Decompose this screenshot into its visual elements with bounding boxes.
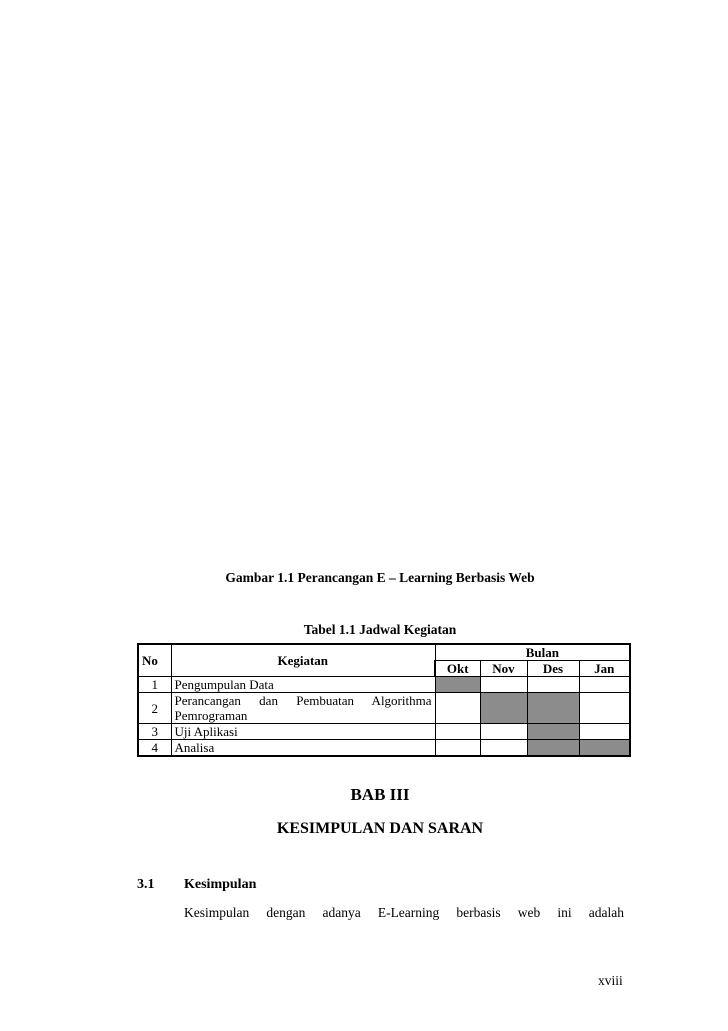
schedule-cell-des [527,693,579,724]
row-activity: Perancangan dan Pembuatan Algorithma Pemrograman [171,693,435,724]
header-month: Okt [435,661,480,677]
row-number: 3 [138,724,171,740]
schedule-cell-okt [435,740,480,757]
row-activity: Pengumpulan Data [171,677,435,693]
schedule-cell-nov [480,677,527,693]
table-row [138,693,630,724]
table-row [138,740,630,757]
schedule-cell-jan [579,724,630,740]
row-number: 2 [138,693,171,724]
row-number: 1 [138,677,171,693]
header-bulan: Bulan [435,644,630,661]
header-month: Des [527,661,579,677]
table-caption: Tabel 1.1 Jadwal Kegiatan [303,622,457,637]
schedule-cell-nov [480,693,527,724]
schedule-cell-okt [435,724,480,740]
header-month: Jan [579,661,630,677]
schedule-cell-nov [480,724,527,740]
header-kegiatan: Kegiatan [171,644,435,677]
row-activity: Analisa [171,740,435,757]
table-row [138,677,630,693]
schedule-cell-nov [480,740,527,757]
schedule-body [138,677,630,757]
schedule-cell-jan [579,740,630,757]
header-no: No [138,644,171,677]
page-number: xviii [598,973,623,988]
schedule-cell-okt [435,693,480,724]
body-paragraph: Kesimpulan dengan adanya E-Learning berbasis web ini adalah [184,905,624,920]
schedule-cell-jan [579,677,630,693]
row-number: 4 [138,740,171,757]
figure-caption: Gambar 1.1 Perancangan E – Learning Berbasis Web [225,570,535,585]
schedule-table [137,643,631,757]
schedule-cell-des [527,740,579,757]
schedule-cell-des [527,677,579,693]
chapter-title: BAB III [350,785,410,804]
section-number: 3.1 [137,877,155,892]
table-row [138,724,630,740]
row-activity: Uji Aplikasi [171,724,435,740]
header-month: Nov [480,661,527,677]
section-title: Kesimpulan [184,877,257,892]
schedule-cell-jan [579,693,630,724]
chapter-subtitle: KESIMPULAN DAN SARAN [276,820,484,837]
schedule-cell-des [527,724,579,740]
schedule-cell-okt [435,677,480,693]
